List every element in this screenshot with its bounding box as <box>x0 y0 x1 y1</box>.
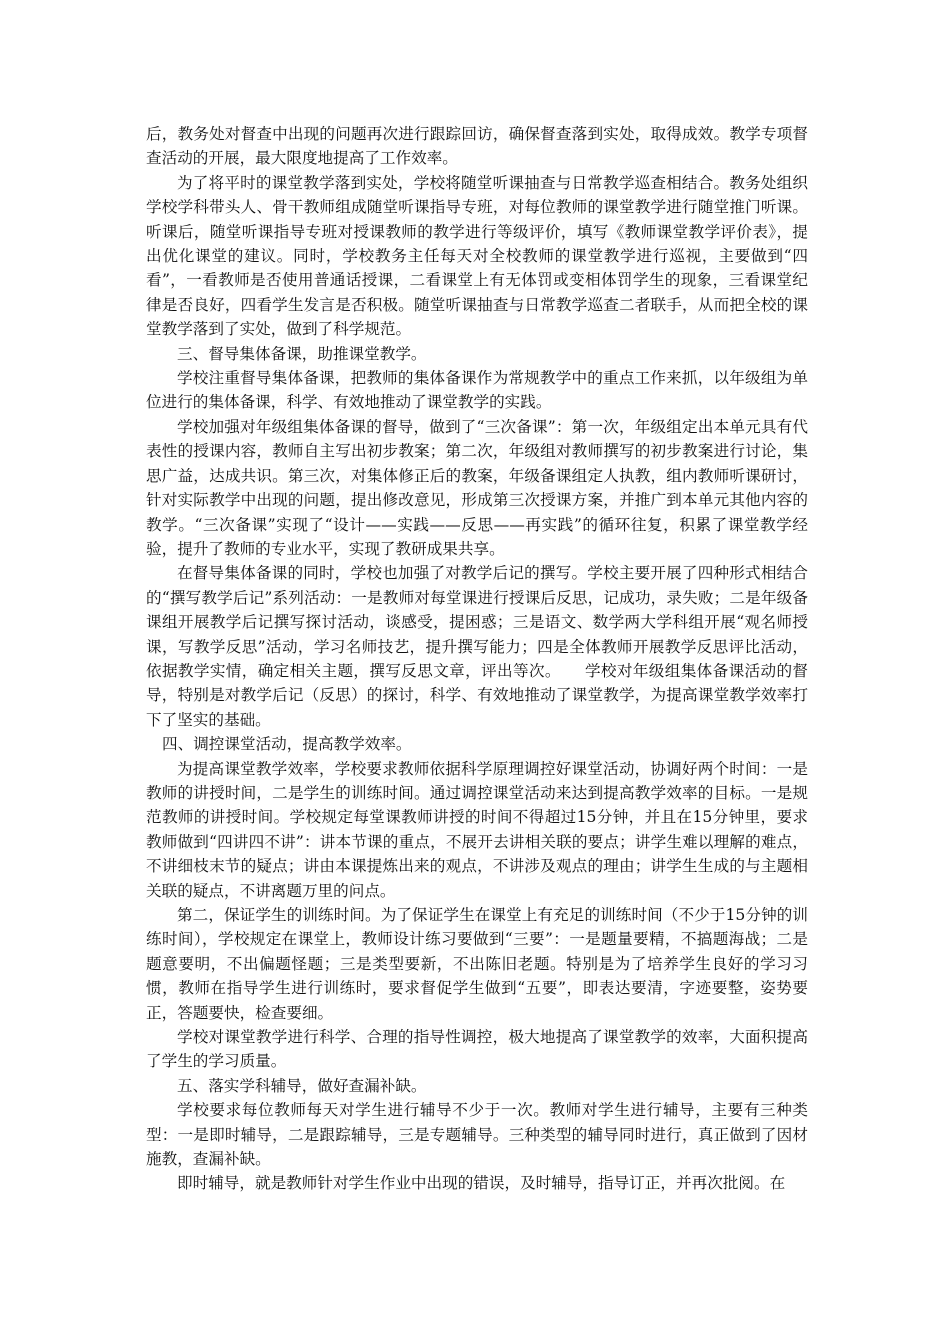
paragraph-collective-prep-intro: 学校注重督导集体备课，把教师的集体备课作为常规教学中的重点工作来抓，以年级组为单位进行的集体备课，科学、有效地推动了课堂教学的实践。 <box>146 369 808 412</box>
paragraph-lecture-time: 为提高课堂教学效率，学校要求教师依据科学原理调控好课堂活动，协调好两个时间：一是教师的讲授时间，二是学生的训练时间。通过调控课堂活动来达到提高教学效率的目标。一是规范教师的讲授时间。学校规定每堂课教师讲授的时间不得超过15分钟，并且在15分钟里，要求教师做到“四讲四不讲”：讲本节课的重点，不展开去讲相关联的要点；讲学生难以理解的难点，不讲细枝末节的疑点；讲由本课提炼出来的观点，不讲涉及观点的理由；讲学生生成的与主题相关联的疑点，不讲离题万里的问点。 <box>146 759 808 900</box>
paragraph-three-preparations: 学校加强对年级组集体备课的督导，做到了“三次备课”：第一次，年级组定出本单元具有代表性的授课内容，教师自主写出初步教案；第二次，年级组对教师撰写的初步教案进行讨论，集思广益，达成共识。第三次，对集体修正后的教案，年级备课组定人执教，组内教师听课研讨，针对实际教学中出现的问题，提出修改意见，形成第三次授课方案，并推广到本单元其他内容的教学。“三次备课”实现了“设计——实践——反思——再实践”的循环往复，积累了课堂教学经验，提升了教师的专业水平，实现了教研成果共享。 <box>146 417 808 558</box>
paragraph-random-lesson-inspection: 为了将平时的课堂教学落到实处，学校将随堂听课抽查与日常教学巡查相结合。教务处组织学校学科带头人、骨干教师组成随堂听课指导专班，对每位教师的课堂教学进行随堂推门听课。听课后，随堂听课指导专班对授课教师的教学进行等级评价，填写《教师课堂教学评价表》，提出优化课堂的建议。同时，学校教务主任每天对全校教师的课堂教学进行巡视，主要做到“四看”，一看教师是否使用普通话授课，二看课堂上有无体罚或变相体罚学生的现象，三看课堂纪律是否良好，四看学生发言是否积极。随堂听课抽查与日常教学巡查二者联手，从而把全校的课堂教学落到了实处，做到了科学规范。 <box>146 173 808 339</box>
paragraph-regulation-summary: 学校对课堂教学进行科学、合理的指导性调控，极大地提高了课堂教学的效率，大面积提高了学生的学习质量。 <box>146 1028 808 1071</box>
paragraph-instant-tutoring: 即时辅导，就是教师针对学生作业中出现的错误，及时辅导，指导订正，并再次批阅。在 <box>177 1174 786 1193</box>
paragraph-tutoring-types: 学校要求每位教师每天对学生进行辅导不少于一次。教师对学生进行辅导，主要有三种类型：一是即时辅导，二是跟踪辅导，三是专题辅导。三种类型的辅导同时进行，真正做到了因材施教，查漏补缺。 <box>146 1101 808 1169</box>
paragraph-training-time: 第二，保证学生的训练时间。为了保证学生在课堂上有充足的训练时间（不少于15分钟的训练时间），学校规定在课堂上，教师设计练习要做到“三要”：一是题量要精，不搞题海战；二是题意要明，不出偏题怪题；三是类型要新，不出陈旧老题。特别是为了培养学生良好的学习习惯，教师在指导学生进行训练时，要求督促学生做到“五要”，即表达要清，字迹要整，姿势要正，答题要快，检查要细。 <box>146 906 808 1022</box>
paragraph-continuation: 后，教务处对督查中出现的问题再次进行跟踪回访，确保督查落到实处，取得成效。教学专项督查活动的开展，最大限度地提高了工作效率。 <box>146 125 808 168</box>
section-heading-4: 四、调控课堂活动，提高教学效率。 <box>162 735 412 754</box>
document-page <box>146 122 808 1196</box>
section-heading-3: 三、督导集体备课，助推课堂教学。 <box>177 344 427 363</box>
section-heading-5: 五、落实学科辅导，做好查漏补缺。 <box>177 1076 427 1095</box>
paragraph-teaching-postscript: 在督导集体备课的同时，学校也加强了对教学后记的撰写。学校主要开展了四种形式相结合的“撰写教学后记”系列活动：一是教师对每堂课进行授课后反思，记成功，录失败；二是年级备课组开展教学后记撰写探讨活动，谈感受，提困惑；三是语文、数学两大学科组开展“观名师授课，写教学反思”活动，学习名师技艺，提升撰写能力；四是全体教师开展教学反思评比活动，依据教学实情，确定相关主题，撰写反思文章，评出等次。 学校对年级组集体备课活动的督导，特别是对教学后记（反思）的探讨，科学、有效地推动了课堂教学，为提高课堂教学效率打下了坚实的基础。 <box>146 564 808 729</box>
